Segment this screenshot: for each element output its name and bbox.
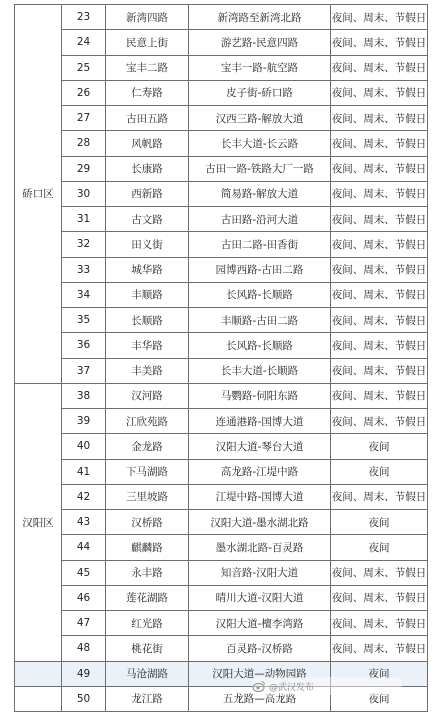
table-row <box>15 232 428 257</box>
table-row <box>15 459 428 484</box>
row-number: 34 <box>62 282 106 307</box>
allowed-time: 夜间、周末、节假日 <box>331 282 428 307</box>
road-name: 三里坡路 <box>106 484 189 509</box>
road-name: 长康路 <box>106 156 189 181</box>
road-name: 丰顺路 <box>106 282 189 307</box>
table-row <box>15 535 428 560</box>
road-name: 古文路 <box>106 207 189 232</box>
table-row <box>15 308 428 333</box>
allowed-time: 夜间、周末、节假日 <box>331 333 428 358</box>
table-row <box>15 611 428 636</box>
road-name: 江欣苑路 <box>106 409 189 434</box>
table-row <box>15 409 428 434</box>
table-row <box>15 510 428 535</box>
row-number: 35 <box>62 308 106 333</box>
watermark <box>252 677 402 695</box>
road-name: 宝丰二路 <box>106 55 189 80</box>
district-hanyang: 汉阳区 <box>15 383 62 661</box>
road-name: 下马湖路 <box>106 459 189 484</box>
road-name: 红光路 <box>106 611 189 636</box>
road-section: 马鹦路-伺阳东路 <box>189 383 331 408</box>
road-section: 高龙路-江堤中路 <box>189 459 331 484</box>
row-number: 37 <box>62 358 106 383</box>
row-number: 30 <box>62 181 106 206</box>
road-section: 汉阳大道-墨水湖北路 <box>189 510 331 535</box>
road-section: 汉阳大道-琴台大道 <box>189 434 331 459</box>
road-section: 古田一路-铁路大厂一路 <box>189 156 331 181</box>
road-name: 龙江路 <box>106 686 189 711</box>
table-row <box>15 383 428 408</box>
road-section: 五龙路—高龙路 <box>189 686 331 711</box>
road-name: 汉河路 <box>106 383 189 408</box>
allowed-time: 夜间、周末、节假日 <box>331 383 428 408</box>
road-name: 民意上街 <box>106 30 189 55</box>
row-number: 45 <box>62 560 106 585</box>
road-name: 汉桥路 <box>106 510 189 535</box>
road-section: 长风路-长顺路 <box>189 282 331 307</box>
road-section: 丰顺路-古田二路 <box>189 308 331 333</box>
road-name: 西新路 <box>106 181 189 206</box>
table-row <box>15 181 428 206</box>
road-name: 田义街 <box>106 232 189 257</box>
row-number: 50 <box>62 686 106 711</box>
road-section: 江堤中路-国博大道 <box>189 484 331 509</box>
table-row <box>15 585 428 610</box>
road-name: 永丰路 <box>106 560 189 585</box>
allowed-time: 夜间、周末、节假日 <box>331 560 428 585</box>
table-row <box>15 106 428 131</box>
road-section: 汉阳大道—动物园路 <box>189 661 331 686</box>
row-number: 26 <box>62 80 106 105</box>
table-row <box>15 30 428 55</box>
allowed-time: 夜间、周末、节假日 <box>331 636 428 661</box>
allowed-time: 夜间、周末、节假日 <box>331 484 428 509</box>
parking-roads-table <box>14 4 428 712</box>
allowed-time: 夜间 <box>331 510 428 535</box>
row-number: 43 <box>62 510 106 535</box>
allowed-time: 夜间 <box>331 535 428 560</box>
row-number: 39 <box>62 409 106 434</box>
row-number: 40 <box>62 434 106 459</box>
road-section: 晴川大道-汉阳大道 <box>189 585 331 610</box>
allowed-time: 夜间、周末、节假日 <box>331 80 428 105</box>
table-row <box>15 434 428 459</box>
weibo-logo-icon <box>252 679 266 693</box>
road-section: 皮子街-硚口路 <box>189 80 331 105</box>
allowed-time: 夜间 <box>331 661 428 686</box>
row-number: 41 <box>62 459 106 484</box>
table-row <box>15 257 428 282</box>
road-name: 莲花湖路 <box>106 585 189 610</box>
allowed-time: 夜间、周末、节假日 <box>331 409 428 434</box>
allowed-time: 夜间、周末、节假日 <box>331 5 428 30</box>
road-name: 马沧湖路 <box>106 661 189 686</box>
road-section: 墨水湖北路-百灵路 <box>189 535 331 560</box>
table-row <box>15 5 428 30</box>
allowed-time: 夜间、周末、节假日 <box>331 585 428 610</box>
road-section: 游艺路-民意四路 <box>189 30 331 55</box>
table-row <box>15 333 428 358</box>
allowed-time: 夜间 <box>331 459 428 484</box>
road-section: 百灵路-汉桥路 <box>189 636 331 661</box>
row-number: 44 <box>62 535 106 560</box>
table-row <box>15 636 428 661</box>
row-number: 38 <box>62 383 106 408</box>
table-row <box>15 207 428 232</box>
row-number: 31 <box>62 207 106 232</box>
road-name: 丰华路 <box>106 333 189 358</box>
road-name: 古田五路 <box>106 106 189 131</box>
road-name: 仁寿路 <box>106 80 189 105</box>
table-row <box>15 358 428 383</box>
allowed-time: 夜间、周末、节假日 <box>331 232 428 257</box>
allowed-time: 夜间、周末、节假日 <box>331 131 428 156</box>
row-number: 49 <box>62 661 106 686</box>
road-section: 知音路-汉阳大道 <box>189 560 331 585</box>
road-section: 简易路-解放大道 <box>189 181 331 206</box>
row-number: 23 <box>62 5 106 30</box>
allowed-time: 夜间、周末、节假日 <box>331 207 428 232</box>
road-section: 新湾路至新湾北路 <box>189 5 331 30</box>
row-number: 25 <box>62 55 106 80</box>
row-number: 29 <box>62 156 106 181</box>
row-number: 33 <box>62 257 106 282</box>
allowed-time: 夜间、周末、节假日 <box>331 308 428 333</box>
road-section: 汉西三路-解放大道 <box>189 106 331 131</box>
allowed-time: 夜间 <box>331 686 428 711</box>
road-section: 古田二路-田香街 <box>189 232 331 257</box>
allowed-time: 夜间、周末、节假日 <box>331 55 428 80</box>
road-name: 城华路 <box>106 257 189 282</box>
road-name: 丰美路 <box>106 358 189 383</box>
row-number: 28 <box>62 131 106 156</box>
road-name: 桃花街 <box>106 636 189 661</box>
road-section: 长丰大道-长顺路 <box>189 358 331 383</box>
row-number: 27 <box>62 106 106 131</box>
row-number: 47 <box>62 611 106 636</box>
road-name: 长顺路 <box>106 308 189 333</box>
road-name: 风帆路 <box>106 131 189 156</box>
road-section: 园博西路-古田二路 <box>189 257 331 282</box>
road-section: 长丰大道-长云路 <box>189 131 331 156</box>
table-row <box>15 55 428 80</box>
road-section: 长风路-长顺路 <box>189 333 331 358</box>
table-row <box>15 80 428 105</box>
road-section: 古田路-沿河大道 <box>189 207 331 232</box>
road-section: 连通港路-国博大道 <box>189 409 331 434</box>
row-number: 46 <box>62 585 106 610</box>
road-name: 麒麟路 <box>106 535 189 560</box>
district-qiaokou: 硚口区 <box>15 5 62 384</box>
allowed-time: 夜间、周末、节假日 <box>331 106 428 131</box>
allowed-time: 夜间、周末、节假日 <box>331 30 428 55</box>
row-number: 42 <box>62 484 106 509</box>
table-row <box>15 156 428 181</box>
allowed-time: 夜间、周末、节假日 <box>331 358 428 383</box>
watermark-text: @武汉发布 <box>269 682 315 693</box>
district-cell-empty <box>15 661 62 686</box>
road-section: 宝丰一路-航空路 <box>189 55 331 80</box>
allowed-time: 夜间、周末、节假日 <box>331 257 428 282</box>
allowed-time: 夜间、周末、节假日 <box>331 156 428 181</box>
row-number: 48 <box>62 636 106 661</box>
table-row <box>15 484 428 509</box>
table-row <box>15 131 428 156</box>
allowed-time: 夜间、周末、节假日 <box>331 611 428 636</box>
row-number: 24 <box>62 30 106 55</box>
allowed-time: 夜间 <box>331 434 428 459</box>
table-row <box>15 560 428 585</box>
road-name: 金龙路 <box>106 434 189 459</box>
road-section: 汉阳大道-檀李湾路 <box>189 611 331 636</box>
table-row <box>15 282 428 307</box>
district-cell-empty <box>15 686 62 711</box>
road-name: 新湾四路 <box>106 5 189 30</box>
row-number: 36 <box>62 333 106 358</box>
allowed-time: 夜间、周末、节假日 <box>331 181 428 206</box>
row-number: 32 <box>62 232 106 257</box>
